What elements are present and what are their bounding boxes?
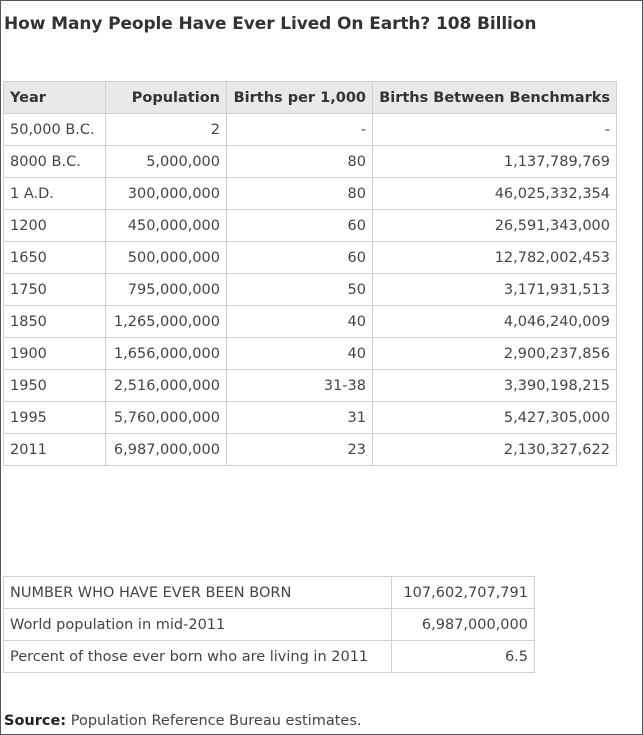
- cell-births-between-benchmarks: -: [373, 114, 617, 146]
- page-title: How Many People Have Ever Lived On Earth? 108 Billion: [4, 14, 537, 34]
- cell-year: 1200: [4, 210, 106, 242]
- table-row: [4, 210, 617, 242]
- column-header-births-per-1000: Births per 1,000: [227, 82, 373, 114]
- summary-label: NUMBER WHO HAVE EVER BEEN BORN: [4, 577, 392, 609]
- cell-births-per-1000: 31-38: [227, 370, 373, 402]
- table-row: [4, 434, 617, 466]
- population-table: [3, 81, 617, 466]
- cell-year: 1900: [4, 338, 106, 370]
- cell-year: 1750: [4, 274, 106, 306]
- cell-births-between-benchmarks: 3,390,198,215: [373, 370, 617, 402]
- table-row: [4, 178, 617, 210]
- table-row: [4, 242, 617, 274]
- cell-births-between-benchmarks: 5,427,305,000: [373, 402, 617, 434]
- cell-births-between-benchmarks: 12,782,002,453: [373, 242, 617, 274]
- cell-births-per-1000: 31: [227, 402, 373, 434]
- summary-value: 6,987,000,000: [392, 609, 535, 641]
- cell-population: 6,987,000,000: [106, 434, 227, 466]
- cell-population: 5,760,000,000: [106, 402, 227, 434]
- cell-births-per-1000: 80: [227, 178, 373, 210]
- cell-births-between-benchmarks: 2,130,327,622: [373, 434, 617, 466]
- cell-population: 1,265,000,000: [106, 306, 227, 338]
- cell-births-between-benchmarks: 3,171,931,513: [373, 274, 617, 306]
- summary-value: 107,602,707,791: [392, 577, 535, 609]
- table-header-row: [4, 82, 617, 114]
- table-row: [4, 306, 617, 338]
- cell-population: 1,656,000,000: [106, 338, 227, 370]
- cell-year: 50,000 B.C.: [4, 114, 106, 146]
- cell-births-per-1000: 40: [227, 306, 373, 338]
- source-label: Source:: [4, 713, 67, 729]
- summary-value: 6.5: [392, 641, 535, 673]
- column-header-population: Population: [106, 82, 227, 114]
- cell-year: 1 A.D.: [4, 178, 106, 210]
- source-text: Population Reference Bureau estimates.: [70, 713, 362, 729]
- cell-population: 795,000,000: [106, 274, 227, 306]
- cell-births-between-benchmarks: 46,025,332,354: [373, 178, 617, 210]
- cell-births-per-1000: 60: [227, 242, 373, 274]
- summary-label: Percent of those ever born who are living in 2011: [4, 641, 392, 673]
- table-row: [4, 146, 617, 178]
- summary-row: [4, 641, 535, 673]
- cell-births-per-1000: 80: [227, 146, 373, 178]
- cell-births-per-1000: 50: [227, 274, 373, 306]
- cell-year: 1995: [4, 402, 106, 434]
- cell-year: 1650: [4, 242, 106, 274]
- summary-table: [3, 576, 535, 673]
- summary-row: [4, 609, 535, 641]
- table-row: [4, 402, 617, 434]
- cell-births-per-1000: 40: [227, 338, 373, 370]
- cell-births-between-benchmarks: 4,046,240,009: [373, 306, 617, 338]
- cell-births-between-benchmarks: 26,591,343,000: [373, 210, 617, 242]
- cell-births-per-1000: 23: [227, 434, 373, 466]
- source-note: [4, 713, 362, 729]
- cell-year: 2011: [4, 434, 106, 466]
- cell-births-between-benchmarks: 2,900,237,856: [373, 338, 617, 370]
- table-row: [4, 338, 617, 370]
- cell-year: 1950: [4, 370, 106, 402]
- column-header-year: Year: [4, 82, 106, 114]
- cell-births-per-1000: 60: [227, 210, 373, 242]
- table-row: [4, 370, 617, 402]
- cell-population: 500,000,000: [106, 242, 227, 274]
- cell-year: 1850: [4, 306, 106, 338]
- cell-births-between-benchmarks: 1,137,789,769: [373, 146, 617, 178]
- cell-population: 5,000,000: [106, 146, 227, 178]
- cell-population: 450,000,000: [106, 210, 227, 242]
- cell-population: 2: [106, 114, 227, 146]
- column-header-births-between-benchmarks: Births Between Benchmarks: [373, 82, 617, 114]
- summary-label: World population in mid-2011: [4, 609, 392, 641]
- table-row: [4, 274, 617, 306]
- table-row: [4, 114, 617, 146]
- cell-year: 8000 B.C.: [4, 146, 106, 178]
- cell-births-per-1000: -: [227, 114, 373, 146]
- cell-population: 2,516,000,000: [106, 370, 227, 402]
- cell-population: 300,000,000: [106, 178, 227, 210]
- summary-row: [4, 577, 535, 609]
